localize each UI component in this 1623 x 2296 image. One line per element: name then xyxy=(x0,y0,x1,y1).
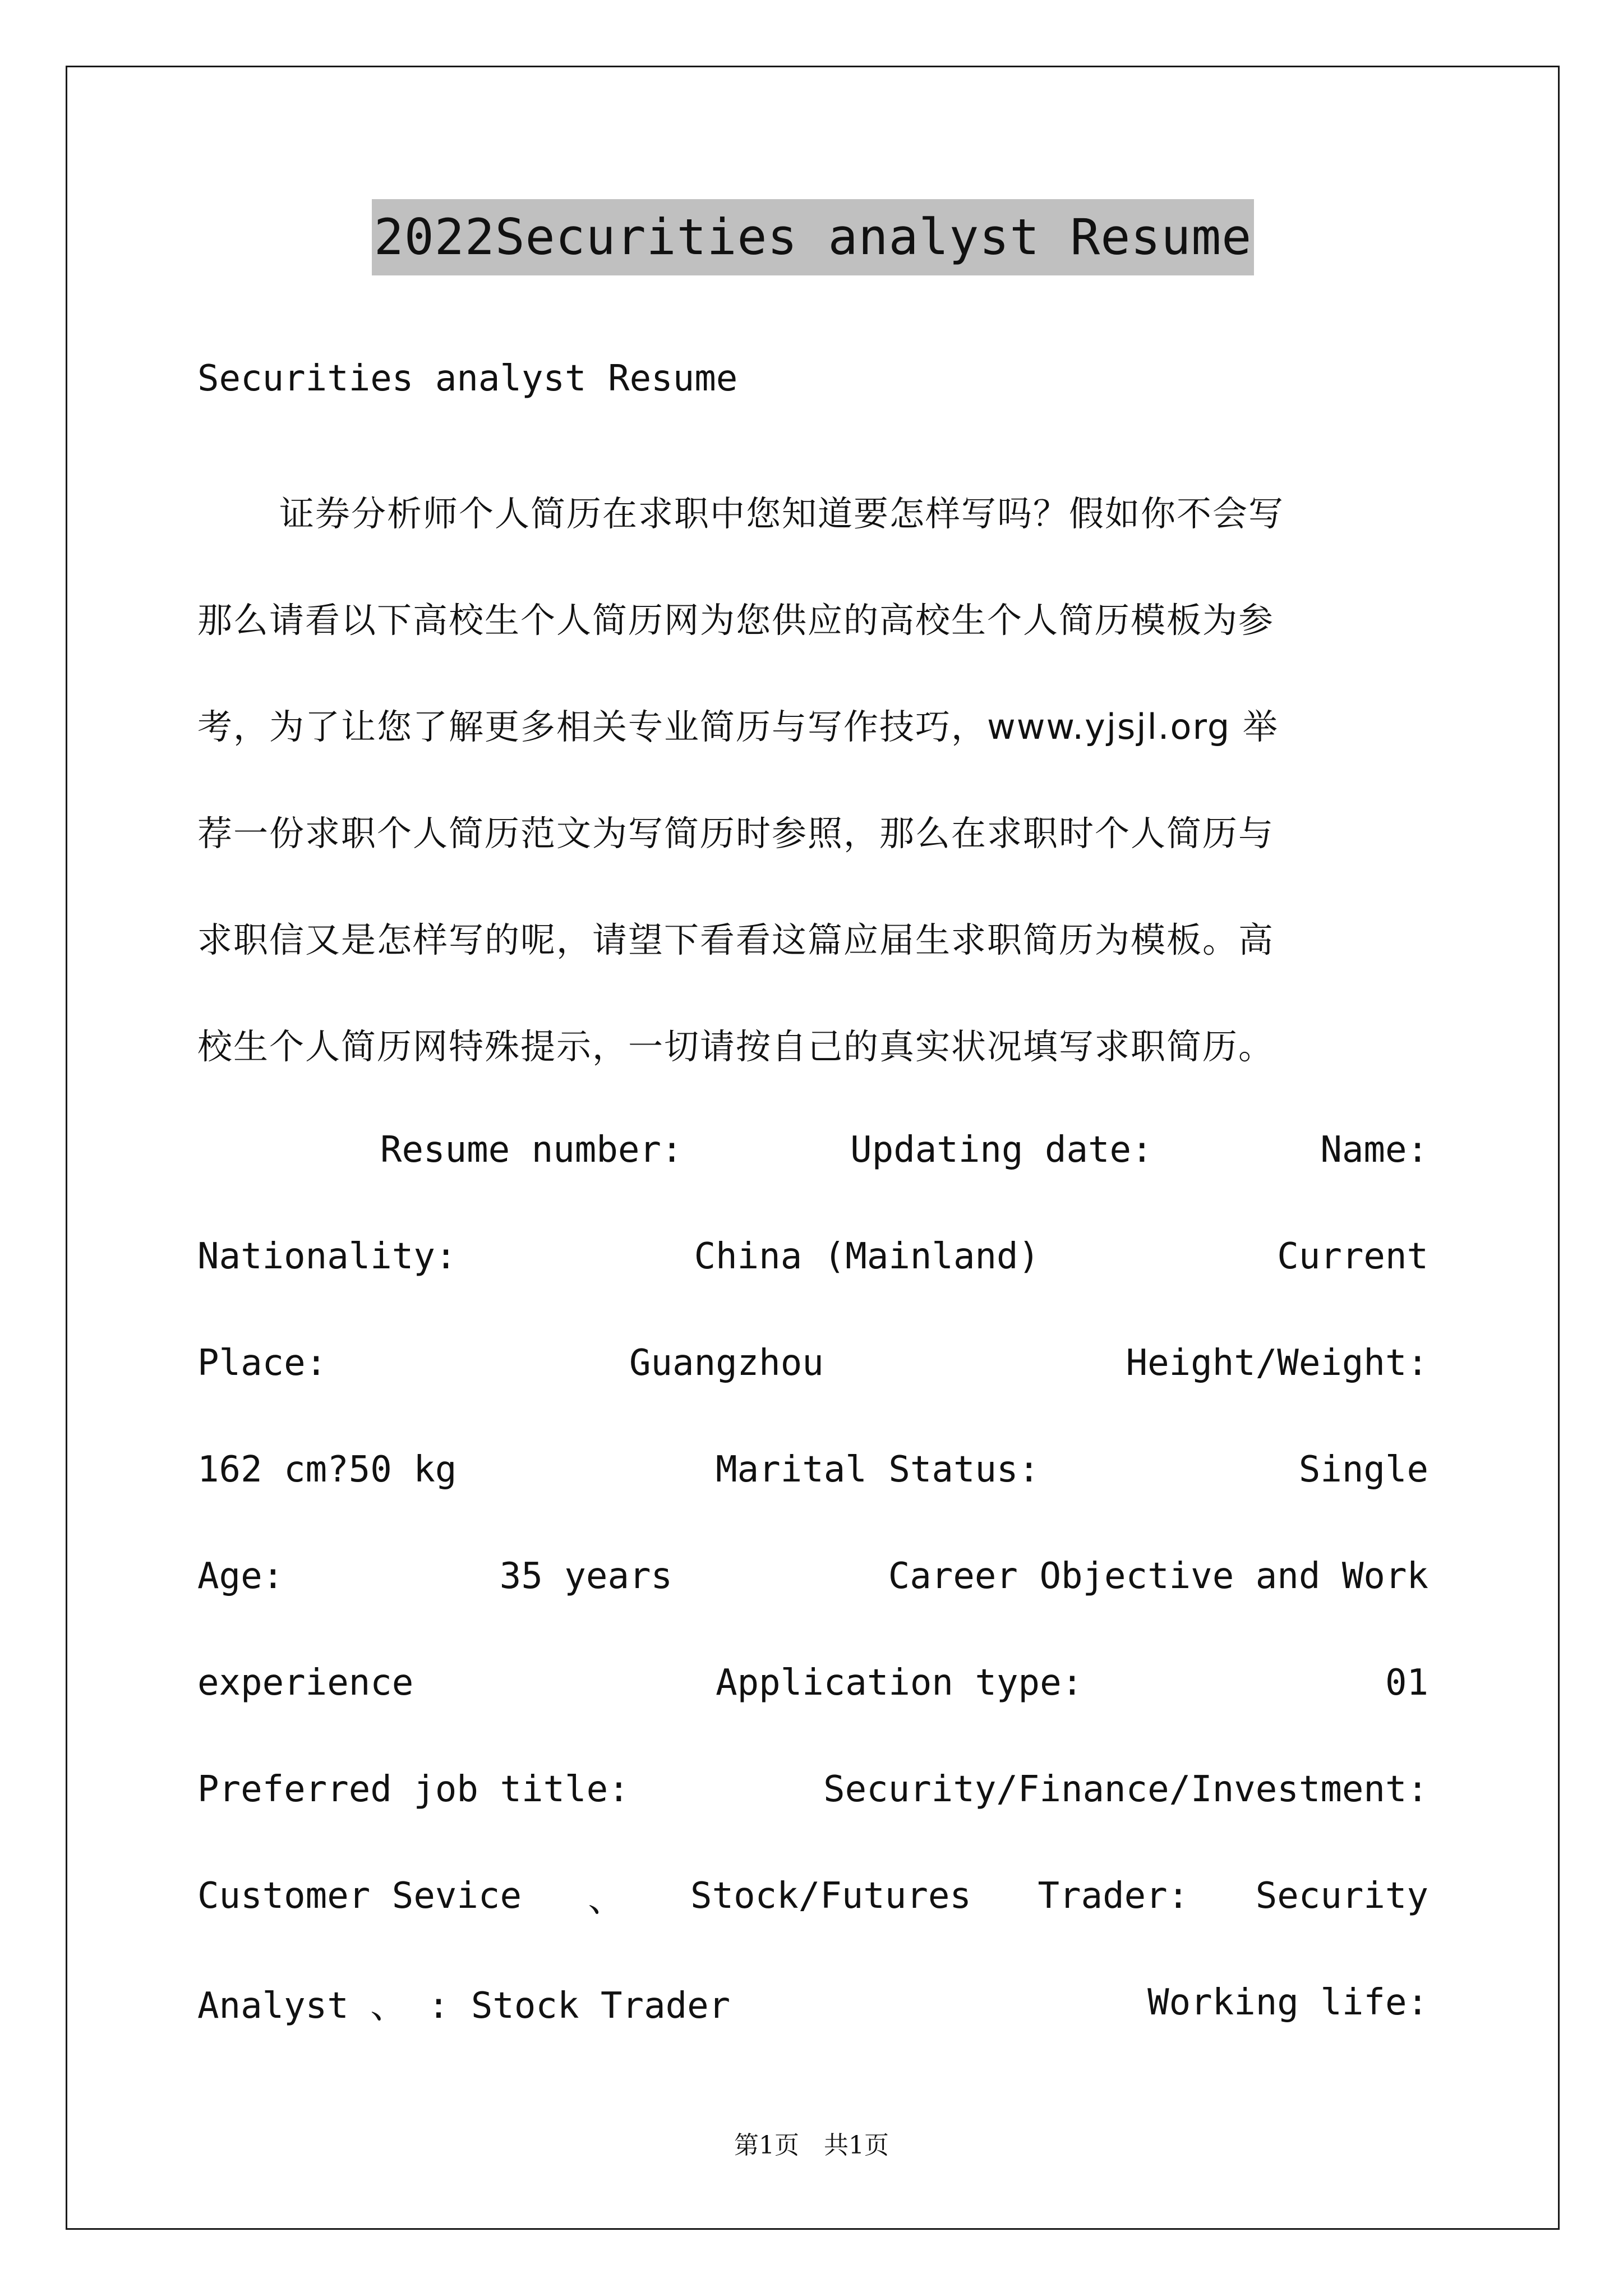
height-weight-label: Height/Weight: xyxy=(1126,1342,1428,1384)
career-objective-heading-part: experience xyxy=(197,1662,414,1704)
application-type-value: 01 xyxy=(1385,1662,1428,1704)
job-title-separator: 、 xyxy=(588,1879,624,1920)
intro-line: 那么请看以下高校生个人简历网为您供应的高校生个人简历模板为参 xyxy=(197,599,1275,641)
resume-line xyxy=(197,1523,1428,1630)
updating-date-label: Updating date: xyxy=(850,1129,1153,1171)
age-value: 35 years xyxy=(499,1556,673,1597)
working-life-label: Working life: xyxy=(1147,1982,1428,2023)
resume-line xyxy=(197,1949,1428,2056)
application-type-label: Application type: xyxy=(716,1662,1083,1704)
title-wrap xyxy=(197,199,1428,275)
document-title: 2022Securities analyst Resume xyxy=(372,199,1254,275)
nationality-value: China (Mainland) xyxy=(694,1236,1040,1277)
intro-line: 求职信又是怎样写的呢，请望下看看这篇应届生求职简历为模板。高 xyxy=(197,919,1275,960)
page-footer: 第1页 共1页 xyxy=(734,2131,889,2160)
intro-line: 校生个人简历网特殊提示，一切请按自己的真实状况填写求职简历。 xyxy=(197,1025,1275,1067)
marital-status-label: Marital Status: xyxy=(716,1449,1040,1490)
current-place-value: Guangzhou xyxy=(629,1342,824,1384)
resume-number-label: Resume number: xyxy=(380,1129,683,1171)
current-place-label-part: Place: xyxy=(197,1342,328,1384)
job-title-item: Customer Sevice xyxy=(197,1875,522,1917)
document-subtitle: Securities analyst Resume xyxy=(197,358,738,399)
intro-line: 考，为了让您了解更多相关专业简历与写作技巧，www.yjsjl.org 举 xyxy=(197,706,1279,747)
age-label: Age: xyxy=(197,1556,284,1597)
document-paragraph xyxy=(197,457,1428,2056)
height-weight-value: 162 cm?50 kg xyxy=(197,1449,457,1490)
current-place-label-part: Current xyxy=(1277,1236,1428,1277)
resume-line xyxy=(197,1203,1428,1310)
intro-line: 证券分析师个人简历在求职中您知道要怎样写吗？假如你不会写 xyxy=(279,493,1285,534)
resume-line xyxy=(197,1843,1428,1949)
resume-line xyxy=(197,1630,1428,1736)
job-title-item: Security xyxy=(1255,1875,1428,1917)
resume-line xyxy=(197,1310,1428,1416)
resume-line xyxy=(197,1736,1428,1843)
intro-line: 荐一份求职个人简历范文为写简历时参照，那么在求职时个人简历与 xyxy=(197,812,1275,854)
resume-line xyxy=(197,1416,1428,1523)
name-label: Name: xyxy=(1320,1129,1428,1171)
preferred-job-title-label: Preferred job title: xyxy=(197,1769,630,1810)
career-objective-heading: Career Objective and Work xyxy=(888,1556,1428,1597)
job-title-item: Trader: xyxy=(1038,1875,1189,1917)
nationality-label: Nationality: xyxy=(197,1236,457,1277)
preferred-job-title-value: Security/Finance/Investment: xyxy=(823,1769,1428,1810)
resume-line xyxy=(197,1097,1428,1203)
job-title-item: Analyst 、 : Stock Trader xyxy=(197,1985,731,2027)
marital-status-value: Single xyxy=(1298,1449,1428,1490)
job-title-item: Stock/Futures xyxy=(690,1875,971,1917)
